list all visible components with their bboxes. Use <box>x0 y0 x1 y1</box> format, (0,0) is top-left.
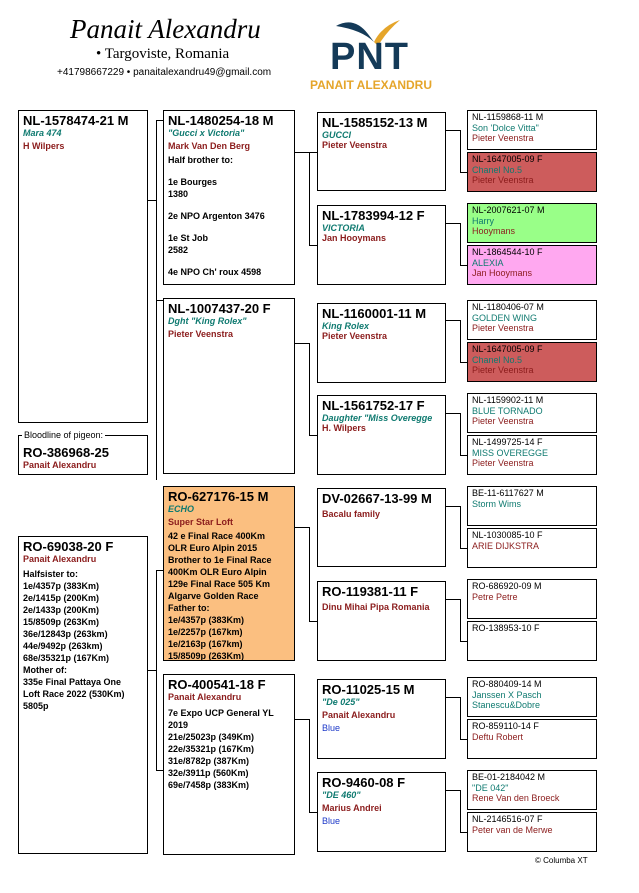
ancestor-small-box[interactable] <box>467 245 597 285</box>
logo-subtitle: PANAIT ALEXANDRU <box>310 78 432 92</box>
ancestor-small-name: Chanel No.5 <box>472 355 523 365</box>
connector-line <box>295 152 309 153</box>
dam-line: 2e/1433p (200Km) <box>23 605 100 615</box>
sire-line: 1e Bourges <box>168 177 218 187</box>
connector-line <box>295 527 309 528</box>
connector-line <box>460 413 461 455</box>
ancestor-ring: NL-1783994-12 F <box>322 208 425 223</box>
ancestor-box[interactable] <box>317 581 446 661</box>
ancestor-box[interactable] <box>317 395 446 475</box>
ancestor-small-box[interactable] <box>467 110 597 150</box>
connector-line <box>309 343 310 435</box>
ancestor-small-breeder: Jan Hooymans <box>472 268 533 278</box>
logo-text: PNT <box>330 36 409 78</box>
connector-line <box>446 320 460 321</box>
ancestor-small-box[interactable] <box>467 621 597 661</box>
sire-dam-breeder: Pieter Veenstra <box>168 329 234 339</box>
dam-box[interactable] <box>18 536 148 854</box>
dam-dam-breeder: Panait Alexandru <box>168 692 242 702</box>
dam-line: 335e Final Pattaya One <box>23 677 122 687</box>
subject-pigeon-box[interactable] <box>18 110 148 423</box>
sire-line: 4e NPO Ch' roux 4598 <box>168 267 262 277</box>
dam-line: 2e/1415p (200Km) <box>23 593 100 603</box>
dam-line: 1e/4357p (383Km) <box>23 581 100 591</box>
ancestor-small-ring: NL-1159902-11 M <box>472 395 544 405</box>
connector-line <box>446 130 460 131</box>
sire-line: 1e St Job <box>168 233 209 243</box>
ancestor-small-ring: RO-138953-10 F <box>472 623 540 633</box>
dam-line: 36e/12843p (263km) <box>23 629 108 639</box>
sire-ring: NL-1480254-18 M <box>168 113 274 128</box>
dam-sire-line: 15/8509p (263Km) <box>168 651 245 661</box>
sire-line: 2e NPO Argenton 3476 <box>168 211 265 221</box>
dam-sire-name: ECHO <box>168 504 195 514</box>
ancestor-small-ring: NL-1499725-14 F <box>472 437 543 447</box>
connector-line <box>446 697 460 698</box>
ancestor-small-box[interactable] <box>467 152 597 192</box>
dam-sire-ring: RO-627176-15 M <box>168 489 269 504</box>
connector-line <box>446 413 460 414</box>
connector-line <box>309 152 310 245</box>
ancestor-small-breeder: Pieter Veenstra <box>472 175 534 185</box>
sire-line: 2582 <box>168 245 189 255</box>
dam-sire-breeder: Super Star Loft <box>168 517 234 527</box>
ancestor-ring: NL-1561752-17 F <box>322 398 425 413</box>
connector-line <box>460 697 461 739</box>
dam-line: 44e/9492p (263km) <box>23 641 103 651</box>
connector-line <box>156 300 163 301</box>
sire-line <box>168 256 290 266</box>
ancestor-small-name: MISS OVEREGGE <box>472 448 549 458</box>
connector-line <box>446 506 460 507</box>
ancestor-small-box[interactable] <box>467 435 597 475</box>
ancestor-small-box[interactable] <box>467 677 597 717</box>
ancestor-small-box[interactable] <box>467 528 597 568</box>
owner-contact: +41798667229 • panaitalexandru49@gmail.com <box>57 67 272 78</box>
ancestor-small-breeder: Pieter Veenstra <box>472 458 534 468</box>
dam-sire-line: 400Km OLR Euro Alpin <box>168 567 267 577</box>
bloodline-label: Bloodline of pigeon: <box>24 430 104 440</box>
sire-line <box>168 222 290 232</box>
ancestor-small-box[interactable] <box>467 579 597 619</box>
ancestor-name: King Rolex <box>322 321 370 331</box>
ancestor-small-ring: BE-11-6117627 M <box>472 488 544 498</box>
connector-line <box>309 435 317 436</box>
ancestor-breeder: Bacalu family <box>322 509 381 519</box>
ancestor-small-box[interactable] <box>467 300 597 340</box>
dam-dam-line: 7e Expo UCP General YL <box>168 708 274 718</box>
ancestor-small-name: ALEXIA <box>472 258 504 268</box>
ancestor-breeder: H. Wilpers <box>322 423 366 433</box>
connector-line <box>460 130 461 172</box>
bloodline-box[interactable] <box>18 435 148 475</box>
ancestor-small-box[interactable] <box>467 203 597 243</box>
dam-line: 68e/35321p (167Km) <box>23 653 110 663</box>
sire-dam-name: Dght "King Rolex" <box>168 316 247 326</box>
dam-sire-line: 1e/2257p (167km) <box>168 627 243 637</box>
dam-dam-line: 21e/25023p (349Km) <box>168 732 255 742</box>
sire-line: 1380 <box>168 189 189 199</box>
connector-line <box>309 719 310 812</box>
dam-sire-line: 129e Final Race 505 Km <box>168 579 271 589</box>
ancestor-small-breeder: Pieter Veenstra <box>472 365 534 375</box>
connector-line <box>148 200 156 201</box>
ancestor-small-breeder: Pieter Veenstra <box>472 323 534 333</box>
pnt-logo <box>310 16 470 96</box>
ancestor-small-box[interactable] <box>467 342 597 382</box>
ancestor-ring: RO-119381-11 F <box>322 584 419 599</box>
connector-line <box>460 739 467 740</box>
dam-dam-ring: RO-400541-18 F <box>168 677 266 692</box>
ancestor-name: VICTORIA <box>322 223 365 233</box>
connector-line <box>460 265 467 266</box>
connector-line <box>309 527 310 621</box>
owner-location: • Targoviste, Romania <box>96 46 230 62</box>
ancestor-name: GUCCI <box>322 130 351 140</box>
connector-line <box>309 245 317 246</box>
ancestor-ring: RO-9460-08 F <box>322 775 406 790</box>
ancestor-small-breeder: Pieter Veenstra <box>472 133 534 143</box>
ancestor-ring: NL-1585152-13 M <box>322 115 428 130</box>
connector-line <box>446 223 460 224</box>
dam-line: 5805p <box>23 701 49 711</box>
ancestor-box[interactable] <box>317 488 446 567</box>
ancestor-small-ring: NL-2146516-07 F <box>472 814 543 824</box>
dam-dam-line: 2019 <box>168 720 189 730</box>
ancestor-ring: DV-02667-13-99 M <box>322 491 432 506</box>
ancestor-name: Daughter "Miss Overegge <box>322 413 433 423</box>
ancestor-small-ring: RO-686920-09 M <box>472 581 542 591</box>
bloodline-breeder: Panait Alexandru <box>23 460 97 470</box>
subject-breeder: H Wilpers <box>23 141 65 151</box>
connector-line <box>460 599 461 641</box>
sire-box[interactable] <box>163 110 295 285</box>
subject-ring: NL-1578474-21 M <box>23 113 129 128</box>
sire-breeder: Mark Van Den Berg <box>168 141 251 151</box>
connector-line <box>460 832 467 833</box>
connector-line <box>309 812 317 813</box>
ancestor-breeder: Pieter Veenstra <box>322 140 388 150</box>
ancestor-small-breeder: Hooymans <box>472 226 516 236</box>
ancestor-small-ring: NL-1180406-07 M <box>472 302 544 312</box>
footer-credit: © Columba XT <box>535 856 588 865</box>
ancestor-small-breeder: Petre Petre <box>472 592 518 602</box>
ancestor-small-ring: NL-1864544-10 F <box>472 247 543 257</box>
ancestor-color: Blue <box>322 723 341 733</box>
ancestor-small-ring: BE-01-2184042 M <box>472 772 546 782</box>
ancestor-small-breeder: Rene Van den Broeck <box>472 793 560 803</box>
ancestor-small-breeder: ARIE DIJKSTRA <box>472 541 540 551</box>
connector-line <box>446 599 460 600</box>
sire-line <box>168 166 290 176</box>
ancestor-small-name: Son 'Dolce Vitta" <box>472 123 539 133</box>
connector-line <box>309 152 317 153</box>
dam-sire-line: 42 e Final Race 400Km <box>168 531 266 541</box>
dam-dam-line: 32e/3911p (560Km) <box>168 768 249 778</box>
dam-sire-line: 1e/4357p (383Km) <box>168 615 245 625</box>
ancestor-name: "DE 460" <box>322 790 361 800</box>
dam-sire-line: OLR Euro Alpin 2015 <box>168 543 258 553</box>
ancestor-small-ring: RO-880409-14 M <box>472 679 542 689</box>
ancestor-small-name: "DE 042" <box>472 783 509 793</box>
dam-sire-line: Brother to 1e Final Race <box>168 555 272 565</box>
connector-line <box>156 770 163 771</box>
connector-line <box>460 362 467 363</box>
connector-line <box>295 343 309 344</box>
connector-line <box>295 719 309 720</box>
connector-line <box>156 570 157 770</box>
dam-ring: RO-69038-20 F <box>23 539 114 554</box>
connector-line <box>460 172 467 173</box>
ancestor-box[interactable] <box>317 303 446 383</box>
ancestor-small-name: Janssen X Pasch <box>472 690 542 700</box>
ancestor-small-box[interactable] <box>467 393 597 433</box>
ancestor-breeder: Marius Andrei <box>322 803 382 813</box>
ancestor-breeder: Panait Alexandru <box>322 710 396 720</box>
connector-line <box>460 320 461 362</box>
sire-dam-ring: NL-1007437-20 F <box>168 301 271 316</box>
dam-dam-box[interactable] <box>163 674 295 855</box>
dam-sire-line: Father to: <box>168 603 210 613</box>
connector-line <box>460 455 467 456</box>
connector-line <box>156 570 163 571</box>
ancestor-box[interactable] <box>317 772 446 852</box>
dam-dam-line: 31e/8782p (387Km) <box>168 756 250 766</box>
sire-name: "Gucci x Victoria" <box>168 128 245 138</box>
ancestor-small-name: Stanescu&Dobre <box>472 700 541 710</box>
connector-line <box>460 223 461 265</box>
ancestor-small-box[interactable] <box>467 719 597 759</box>
dam-line: Mother of: <box>23 665 67 675</box>
ancestor-small-name: Chanel No.5 <box>472 165 523 175</box>
ancestor-small-box[interactable] <box>467 770 597 810</box>
connector-line <box>446 790 460 791</box>
connector-line <box>460 548 467 549</box>
sire-line: Half brother to: <box>168 155 233 165</box>
ancestor-small-name: GOLDEN WING <box>472 313 538 323</box>
ancestor-color: Blue <box>322 816 341 826</box>
connector-line <box>460 506 461 548</box>
ancestor-small-box[interactable] <box>467 812 597 852</box>
ancestor-small-box[interactable] <box>467 486 597 526</box>
ancestor-breeder: Dinu Mihai Pipa Romania <box>322 602 430 612</box>
dam-sire-line: 1e/2163p (167km) <box>168 639 243 649</box>
ancestor-ring: RO-11025-15 M <box>322 682 415 697</box>
ancestor-small-ring: NL-2007621-07 M <box>472 205 545 215</box>
dam-sire-box[interactable] <box>163 486 295 661</box>
ancestor-name: "De 025" <box>322 697 360 707</box>
ancestor-breeder: Jan Hooymans <box>322 233 387 243</box>
dam-line: Halfsister to: <box>23 569 79 579</box>
ancestor-breeder: Pieter Veenstra <box>322 331 388 341</box>
ancestor-small-ring: RO-859110-14 F <box>472 721 539 731</box>
ancestor-small-ring: NL-1647005-09 F <box>472 154 543 164</box>
connector-line <box>460 790 461 832</box>
ancestor-small-breeder: Pieter Veenstra <box>472 416 534 426</box>
ancestor-box[interactable] <box>317 205 446 285</box>
ancestor-box[interactable] <box>317 679 446 759</box>
ancestor-small-ring: NL-1159868-11 M <box>472 112 544 122</box>
ancestor-small-name: Storm Wims <box>472 499 521 509</box>
sire-line <box>168 200 290 210</box>
dam-breeder: Panait Alexandru <box>23 554 97 564</box>
bloodline-ring: RO-386968-25 <box>23 445 109 460</box>
dam-line: 15/8509p (263Km) <box>23 617 100 627</box>
dam-line: Loft Race 2022 (530Km) <box>23 689 125 699</box>
owner-name: Panait Alexandru <box>70 14 261 44</box>
connector-line <box>460 641 467 642</box>
ancestor-small-breeder: Peter van de Merwe <box>472 825 553 835</box>
ancestor-small-ring: NL-1030085-10 F <box>472 530 543 540</box>
ancestor-small-breeder: Deftu Robert <box>472 732 524 742</box>
sire-dam-box[interactable] <box>163 298 295 474</box>
ancestor-box[interactable] <box>317 112 446 191</box>
ancestor-small-name: Harry <box>472 216 494 226</box>
ancestor-small-name: BLUE TORNADO <box>472 406 543 416</box>
ancestor-ring: NL-1160001-11 M <box>322 306 427 321</box>
dam-sire-line: Algarve Golden Race <box>168 591 259 601</box>
connector-line <box>309 621 317 622</box>
dam-dam-line: 22e/35321p (167Km) <box>168 744 255 754</box>
connector-line <box>156 120 163 121</box>
subject-name: Mara 474 <box>23 128 62 138</box>
ancestor-small-ring: NL-1647005-09 F <box>472 344 543 354</box>
dam-dam-line: 69e/7458p (383Km) <box>168 780 250 790</box>
connector-line <box>148 670 156 671</box>
